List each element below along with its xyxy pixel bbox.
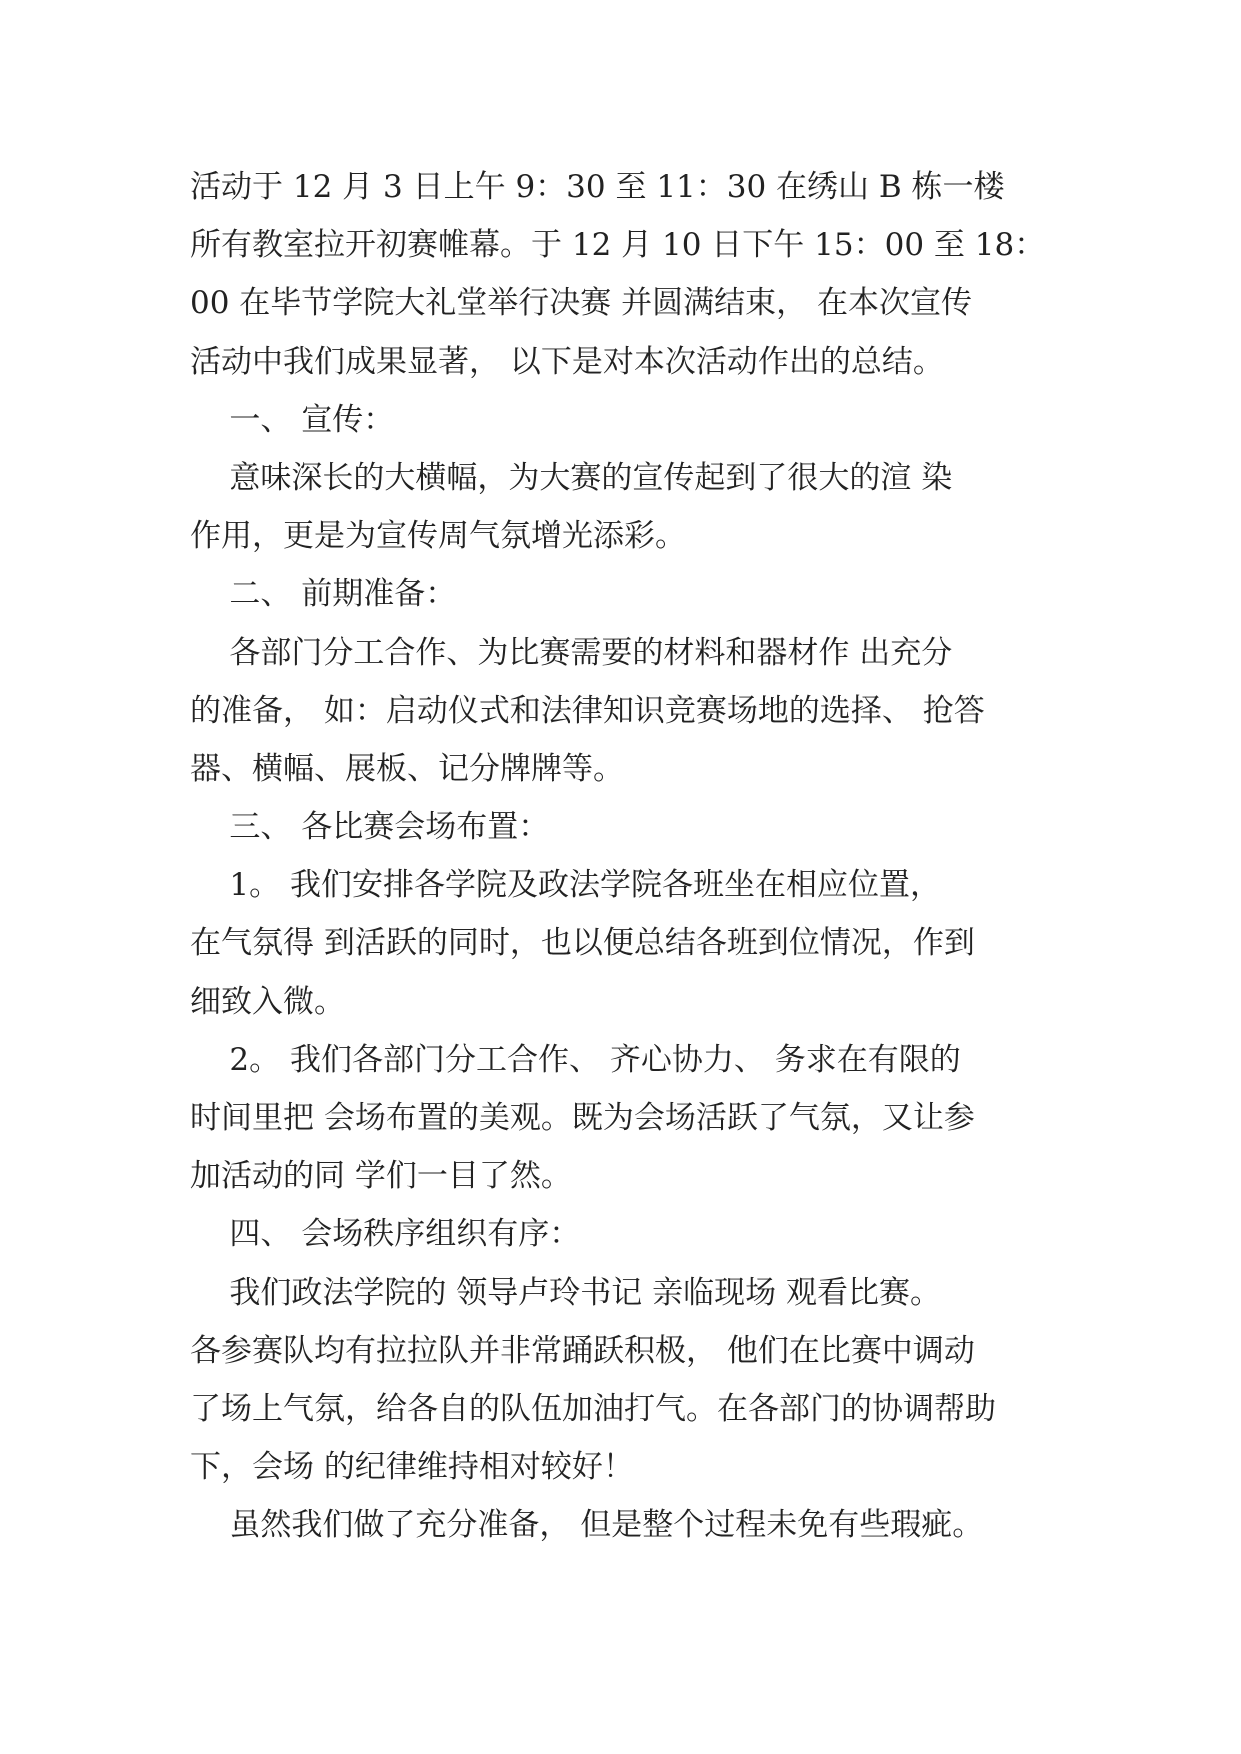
text-line: 的准备， 如：启动仪式和法律知识竞赛场地的选择、 抢答 [190,692,985,729]
text-line: 活动中我们成果显著， 以下是对本次活动作出的总结。 [190,343,944,380]
text-line: 器、横幅、展板、记分牌牌等。 [190,750,624,787]
text-line: 虽然我们做了充分准备， 但是整个过程未免有些瑕疵。 [190,1507,984,1544]
text-line: 活动于 12 月 3 日上午 9：30 至 11：30 在绣山 B 栋一楼 [190,169,1005,205]
text-line: 我们政法学院的 领导卢玲书记 亲临现场 观看比赛。 [190,1274,941,1311]
section-heading: 三、 各比赛会场布置： [190,809,550,846]
document-body [190,158,1090,1555]
text-line: 2。 我们各部门分工合作、 齐心协力、 务求在有限的 [190,1041,961,1078]
text-line: 在气氛得 到活跃的同时，也以便总结各班到位情况，作到 [190,925,975,962]
text-line: 各部门分工合作、为比赛需要的材料和器材作 出充分 [190,634,953,671]
text-line: 00 在毕节学院大礼堂举行决赛 并圆满结束， 在本次宣传 [190,285,973,322]
text-line: 意味深长的大横幅，为大赛的宣传起到了很大的渲 染 [190,459,953,496]
text-line: 下，会场 的纪律维持相对较好！ [190,1449,634,1486]
text-line: 了场上气氛，给各自的队伍加油打气。在各部门的协调帮助 [190,1390,996,1427]
text-line: 加活动的同 学们一目了然。 [190,1158,572,1195]
text-line: 细致入微。 [190,983,345,1020]
text-line: 各参赛队均有拉拉队并非常踊跃积极， 他们在比赛中调动 [190,1332,975,1369]
text-line: 所有教室拉开初赛帷幕。于 12 月 10 日下午 15：00 至 18： [190,227,1046,264]
text-line: 时间里把 会场布置的美观。既为会场活跃了气氛，又让参 [190,1100,975,1136]
section-heading: 一、 宣传： [190,401,395,438]
section-heading: 四、 会场秩序组织有序： [190,1216,581,1253]
text-line: 1。 我们安排各学院及政法学院各班坐在相应位置， [190,867,941,904]
section-heading: 二、 前期准备： [190,576,457,613]
text-line: 作用，更是为宣传周气氛增光添彩。 [190,518,686,555]
